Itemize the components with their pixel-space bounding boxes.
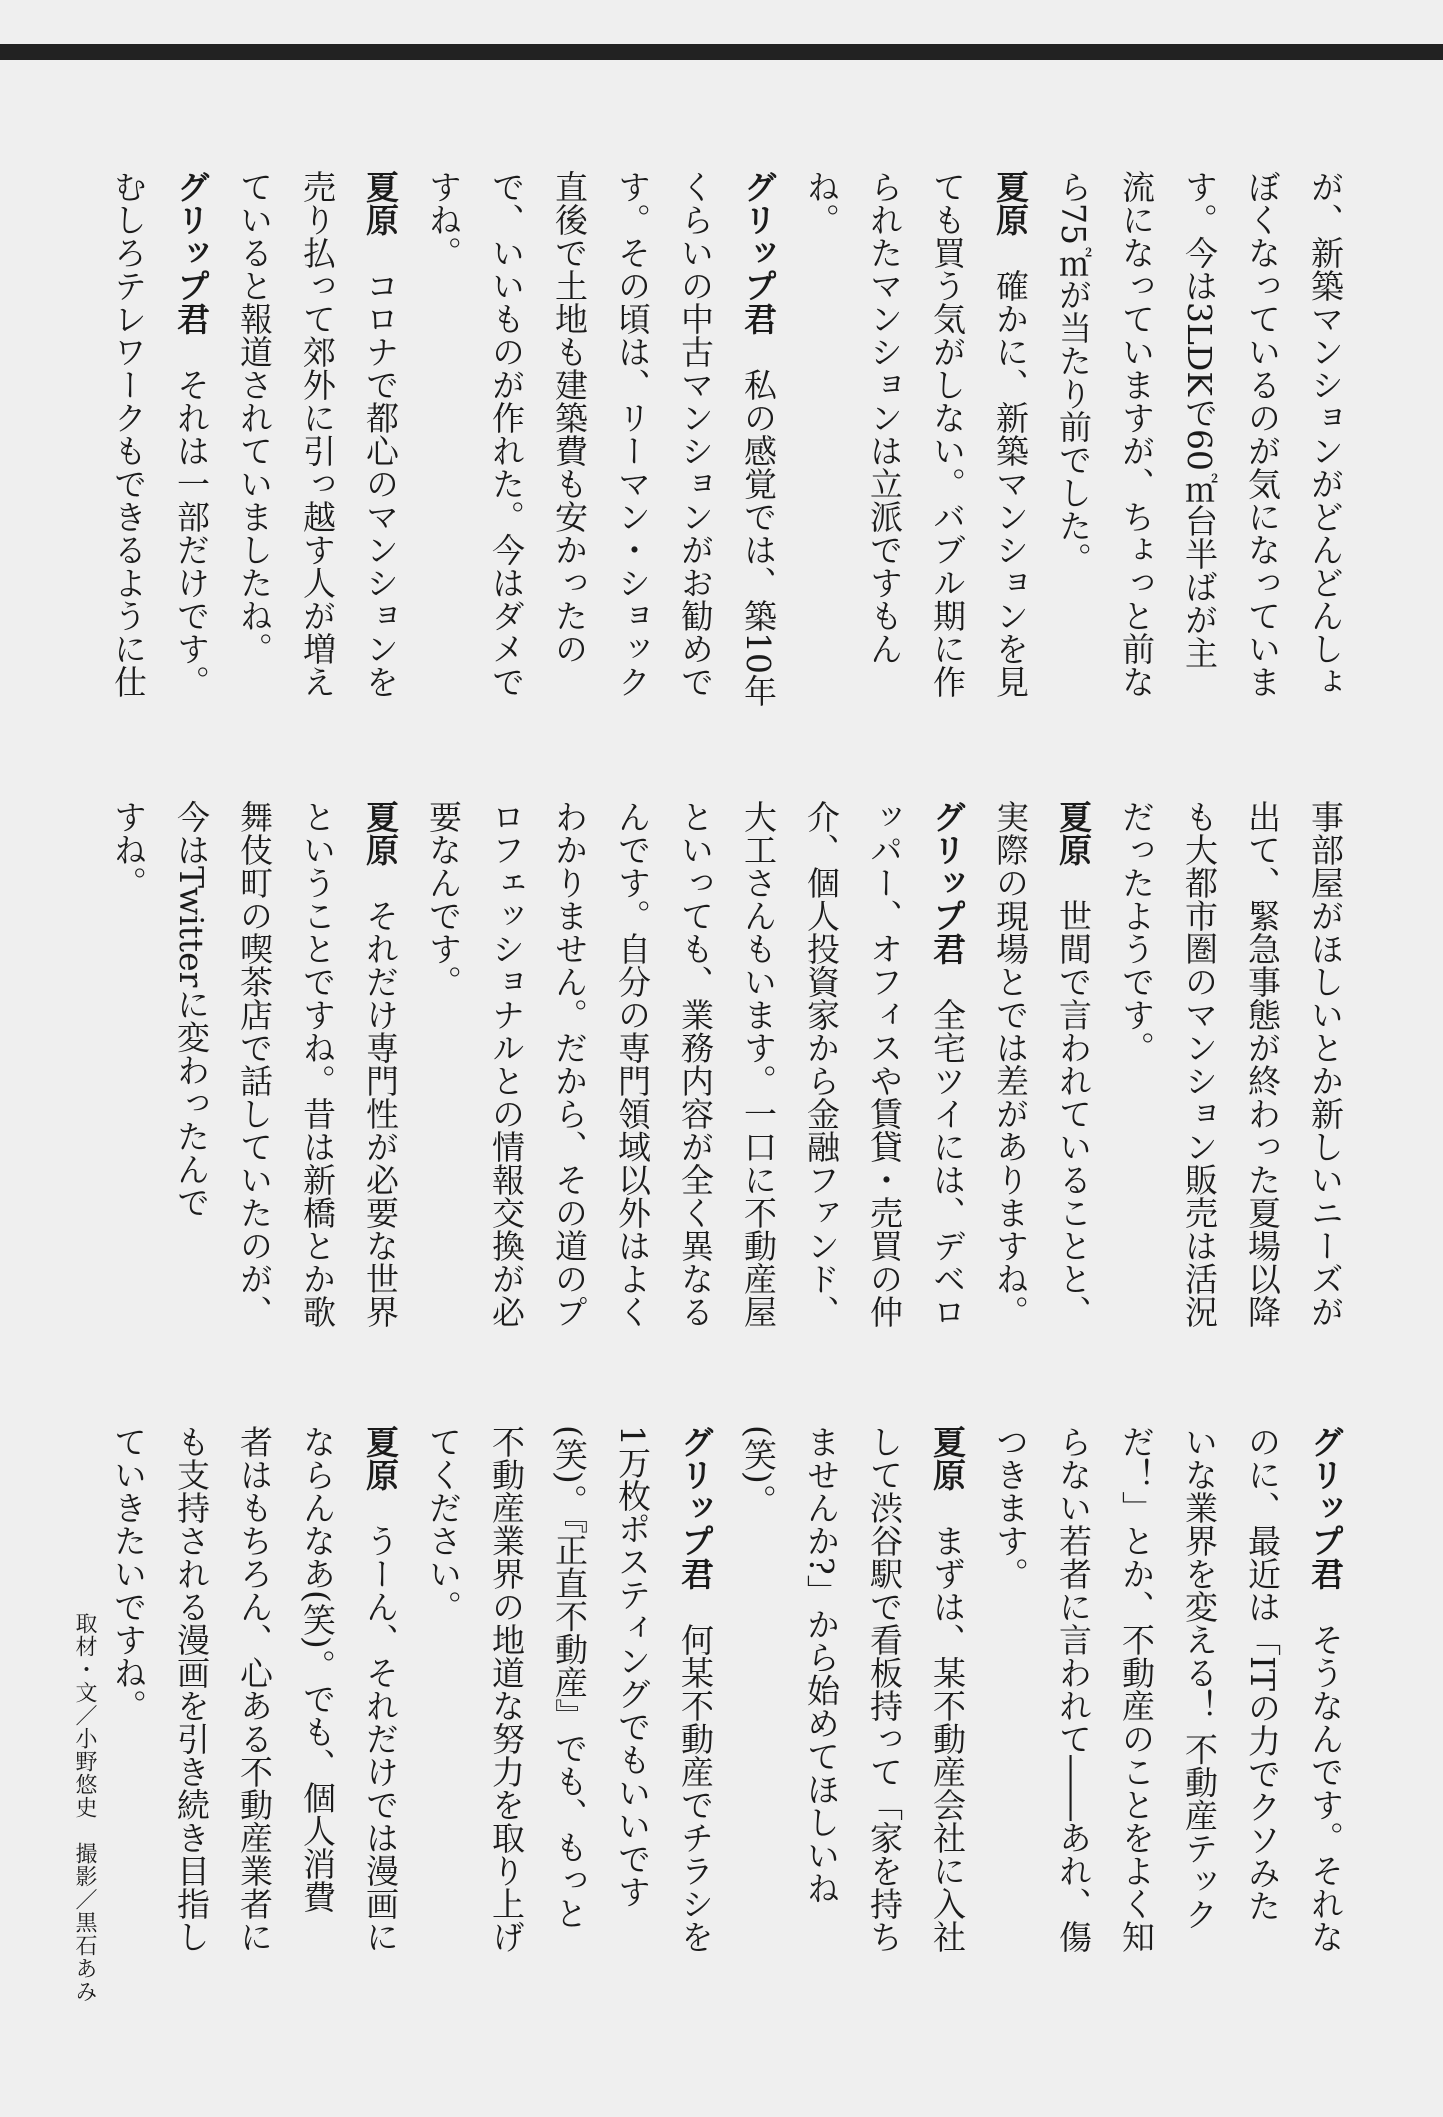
speaker-label: 夏原 xyxy=(1054,800,1093,866)
column-text: 今はTwitterに変わったんで xyxy=(172,800,211,1219)
column-text: 大工さんもいます。一口に不動産屋 xyxy=(739,800,778,1328)
column-text: が、新築マンションがどんどんしょ xyxy=(1306,170,1345,698)
column-text: 者はもちろん、心ある不動産業者に xyxy=(235,1425,274,1953)
speaker-label: 夏原 xyxy=(361,1425,400,1491)
text-column xyxy=(733,800,783,1460)
column-text: てください。 xyxy=(424,1425,463,1623)
column-text: ませんか?」から始めてほしいね xyxy=(802,1425,841,1905)
column-text: まずは、某不動産会社に入社 xyxy=(928,1524,967,1953)
column-text: ならんなあ(笑)。でも、個人消費 xyxy=(298,1425,337,1913)
column-text: ら75㎡が当たり前でした。 xyxy=(1054,170,1093,575)
column-text: わかりません。だから、その道のプ xyxy=(550,800,589,1328)
column-text: んです。自分の専門領域以外はよく xyxy=(613,800,652,1328)
text-column xyxy=(166,170,216,810)
column-text: むしろテレワークもできるように仕 xyxy=(109,170,148,698)
column-text: だ！」とか、不動産のことをよく知 xyxy=(1117,1425,1156,1953)
column-text: いな業界を変える！ 不動産テック xyxy=(1180,1425,1219,1931)
text-column xyxy=(670,1425,720,2045)
text-tier-top xyxy=(90,170,1350,810)
text-column xyxy=(1237,1425,1287,2045)
text-column xyxy=(544,800,594,1460)
column-text: 介、個人投資家から金融ファンド、 xyxy=(802,800,841,1328)
column-text: 1万枚ポスティングでもいいです xyxy=(613,1425,652,1908)
text-column xyxy=(103,1425,153,2045)
speaker-label: グリップ君 xyxy=(172,170,211,335)
column-text: だったようです。 xyxy=(1117,800,1156,1064)
speaker-label: 夏原 xyxy=(928,1425,967,1491)
speaker-label: 夏原 xyxy=(361,170,400,236)
text-column xyxy=(733,1425,783,2045)
column-text: くらいの中古マンションがお勧めで xyxy=(676,170,715,698)
text-column xyxy=(1048,1425,1098,2045)
text-column xyxy=(355,1425,405,2045)
column-text: 実際の現場とでは差がありますね。 xyxy=(991,800,1030,1328)
speaker-label: 夏原 xyxy=(991,170,1030,236)
text-column xyxy=(544,170,594,810)
text-tier-middle xyxy=(90,800,1350,1460)
column-text: 確かに、新築マンションを見 xyxy=(991,269,1030,698)
text-column xyxy=(481,1425,531,2045)
column-text: す。その頃は、リーマン・ショック xyxy=(613,170,652,698)
text-column xyxy=(985,800,1035,1460)
text-column xyxy=(418,1425,468,2045)
text-column xyxy=(1174,800,1224,1460)
column-text: ても買う気がしない。バブル期に作 xyxy=(928,170,967,698)
text-column xyxy=(481,800,531,1460)
text-column xyxy=(292,170,342,810)
column-text: 要なんです。 xyxy=(424,800,463,998)
text-column xyxy=(796,800,846,1460)
text-column xyxy=(607,800,657,1460)
text-column xyxy=(1111,170,1161,810)
text-column xyxy=(670,800,720,1460)
column-text: 事部屋がほしいとか新しいニーズが xyxy=(1306,800,1345,1328)
column-text: 世間で言われていることと、 xyxy=(1054,899,1093,1328)
column-text: つきます。 xyxy=(991,1425,1030,1590)
column-text: ロフェッショナルとの情報交換が必 xyxy=(487,800,526,1328)
column-text: 直後で土地も建築費も安かったの xyxy=(550,170,589,665)
column-text: 私の感覚では、築10年 xyxy=(739,368,778,707)
column-text: す。今は3LDKで60㎡台半ばが主 xyxy=(1180,170,1219,670)
speaker-label: グリップ君 xyxy=(1306,1425,1345,1590)
column-text: 流になっていますが、ちょっと前な xyxy=(1117,170,1156,698)
text-column xyxy=(1174,170,1224,810)
text-column xyxy=(1111,800,1161,1460)
text-column xyxy=(1237,170,1287,810)
text-column xyxy=(1174,1425,1224,2045)
text-column xyxy=(355,170,405,810)
column-text: コロナで都心のマンションを xyxy=(361,269,400,698)
column-text: ッパー、オフィスや賃貸・売買の仲 xyxy=(865,800,904,1328)
text-column xyxy=(103,800,153,1460)
speaker-label: 夏原 xyxy=(361,800,400,866)
text-column xyxy=(292,800,342,1460)
text-column xyxy=(859,170,909,810)
text-tier-bottom xyxy=(90,1425,1350,2045)
text-column xyxy=(607,170,657,810)
text-column xyxy=(985,1425,1035,2045)
text-column xyxy=(1300,800,1350,1460)
column-text: ぼくなっているのが気になっていま xyxy=(1243,170,1282,698)
column-text: 売り払って郊外に引っ越す人が増え xyxy=(298,170,337,698)
text-column xyxy=(355,800,405,1460)
text-column xyxy=(292,1425,342,2045)
text-column xyxy=(1048,170,1098,810)
column-text: それは一部だけです。 xyxy=(172,368,211,698)
column-text: それだけ専門性が必要な世界 xyxy=(361,899,400,1328)
text-column xyxy=(1048,800,1098,1460)
column-text: ていると報道されていましたね。 xyxy=(235,170,274,665)
text-column xyxy=(922,170,972,810)
column-text: も大都市圏のマンション販売は活況 xyxy=(1180,800,1219,1328)
text-column xyxy=(796,170,846,810)
column-text: といっても、業務内容が全く異なる xyxy=(676,800,715,1328)
column-text: 出て、緊急事態が終わった夏場以降 xyxy=(1243,800,1282,1328)
text-column xyxy=(1300,1425,1350,2045)
text-column xyxy=(607,1425,657,2045)
text-column xyxy=(733,170,783,810)
column-text: ということですね。昔は新橋とか歌 xyxy=(298,800,337,1328)
text-column xyxy=(796,1425,846,2045)
text-column xyxy=(166,1425,216,2045)
text-column xyxy=(103,170,153,810)
text-column xyxy=(1300,170,1350,810)
column-text: ね。 xyxy=(802,170,841,236)
speaker-label: グリップ君 xyxy=(676,1425,715,1590)
column-text: のに、最近は「ITの力でクソみた xyxy=(1243,1425,1282,1923)
column-text: 不動産業界の地道な努力を取り上げ xyxy=(487,1425,526,1953)
photo-credit: 取材・文／小野悠史 撮影／黒石あみ xyxy=(72,1612,97,2003)
text-column xyxy=(985,170,1035,810)
column-text: そうなんです。それな xyxy=(1306,1623,1345,1953)
column-text: うーん、それだけでは漫画に xyxy=(361,1524,400,1953)
text-column xyxy=(166,800,216,1460)
column-text: 全宅ツイには、デベロ xyxy=(928,998,967,1328)
text-column xyxy=(922,800,972,1460)
speaker-label: グリップ君 xyxy=(928,800,967,965)
text-column xyxy=(1111,1425,1161,2045)
column-text: らない若者に言われて――あれ、傷 xyxy=(1054,1425,1093,1953)
text-column xyxy=(859,1425,909,2045)
top-rule xyxy=(0,44,1443,60)
speaker-label: グリップ君 xyxy=(739,170,778,335)
text-column xyxy=(1237,800,1287,1460)
text-column xyxy=(859,800,909,1460)
text-column xyxy=(418,800,468,1460)
column-text: (笑)。 xyxy=(739,1425,778,1517)
column-text: (笑)。『正直不動産』でも、もっと xyxy=(550,1425,589,1930)
column-text: して渋谷駅で看板持って「家を持ち xyxy=(865,1425,904,1953)
column-text: も支持される漫画を引き続き目指し xyxy=(172,1425,211,1953)
column-text: で、いいものが作れた。今はダメで xyxy=(487,170,526,698)
column-text: すね。 xyxy=(109,800,148,899)
column-text: 何某不動産でチラシを xyxy=(676,1623,715,1953)
column-text: 舞伎町の喫茶店で話していたのが、 xyxy=(235,800,274,1328)
text-column xyxy=(229,170,279,810)
text-column xyxy=(229,800,279,1460)
column-text: すね。 xyxy=(424,170,463,269)
text-column xyxy=(670,170,720,810)
text-column xyxy=(922,1425,972,2045)
text-column xyxy=(481,170,531,810)
text-column xyxy=(418,170,468,810)
text-column xyxy=(229,1425,279,2045)
text-column xyxy=(544,1425,594,2045)
column-text: ていきたいですね。 xyxy=(109,1425,148,1722)
column-text: られたマンションは立派ですもん xyxy=(865,170,904,665)
